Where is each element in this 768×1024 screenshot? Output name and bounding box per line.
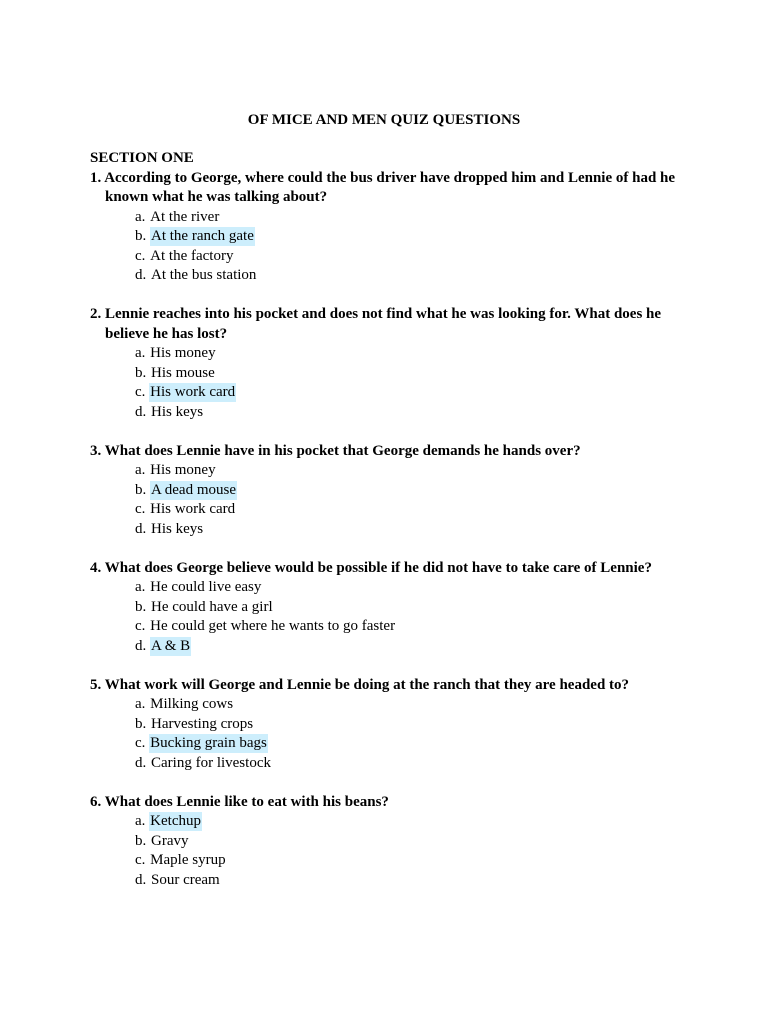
answer-options <box>90 578 680 656</box>
option-letter: a. <box>135 696 146 712</box>
option-text: At the factory <box>150 247 234 264</box>
option-text: At the bus station <box>151 267 257 283</box>
question-prompt: What does George believe would be possible if he did not have to take care of Lennie? <box>104 559 652 576</box>
answer-options <box>90 344 680 422</box>
option-text: His money <box>150 345 216 361</box>
question-6 <box>90 793 680 891</box>
option-letter: a. <box>135 208 146 225</box>
option-text: He could live easy <box>150 579 262 595</box>
question-text <box>90 442 680 462</box>
answer-option <box>135 520 680 540</box>
answer-options <box>90 208 680 286</box>
answer-options <box>90 812 680 890</box>
option-text: Gravy <box>151 832 189 849</box>
question-prompt: What does Lennie like to eat with his beans? <box>104 793 389 810</box>
quiz-content <box>90 149 680 910</box>
question-3 <box>90 442 680 540</box>
option-letter: a. <box>135 579 146 595</box>
option-letter: a. <box>135 462 146 478</box>
answer-option <box>135 637 680 657</box>
page-title: OF MICE AND MEN QUIZ QUESTIONS <box>247 112 521 128</box>
option-text: His keys <box>151 520 204 537</box>
option-text: He could have a girl <box>151 598 273 615</box>
option-letter: b. <box>135 832 147 849</box>
option-letter: a. <box>135 345 146 361</box>
option-letter: c. <box>135 501 146 517</box>
section-heading: SECTION ONE <box>90 150 194 166</box>
option-text: His work card <box>150 501 236 517</box>
option-letter: c. <box>135 247 146 264</box>
highlighted-answer: His work card <box>150 384 236 400</box>
option-letter: b. <box>135 364 147 381</box>
answer-option <box>135 247 680 267</box>
answer-option <box>135 871 680 891</box>
highlighted-answer: Bucking grain bags <box>150 735 267 751</box>
question-text <box>90 169 680 208</box>
option-letter: c. <box>135 735 146 751</box>
answer-options <box>90 461 680 539</box>
option-letter: d. <box>135 754 147 771</box>
question-number: 1. <box>90 169 102 186</box>
option-text: Caring for livestock <box>151 754 271 771</box>
question-4 <box>90 559 680 657</box>
option-letter: d. <box>135 871 147 888</box>
highlighted-answer: At the ranch gate <box>151 228 254 244</box>
highlighted-answer: A & B <box>151 637 191 654</box>
question-prompt: Lennie reaches into his pocket and does not find what he was looking for. What does he believe he has lost? <box>105 306 662 342</box>
option-letter: d. <box>135 520 147 537</box>
option-letter: b. <box>135 481 147 498</box>
answer-option <box>135 851 680 871</box>
question-number: 5. <box>90 676 102 693</box>
question-prompt: According to George, where could the bus driver have dropped him and Lennie of had he known what he was talking about? <box>104 169 676 205</box>
question-prompt: What work will George and Lennie be doing at the ranch that they are headed to? <box>104 676 630 693</box>
question-number: 4. <box>90 559 102 576</box>
highlighted-answer: A dead mouse <box>151 481 236 498</box>
option-letter: d. <box>135 403 147 420</box>
answer-option <box>135 715 680 735</box>
question-text <box>90 559 680 579</box>
option-letter: d. <box>135 267 147 283</box>
highlighted-answer: Ketchup <box>150 813 201 829</box>
option-text: He could get where he wants to go faster <box>150 618 396 634</box>
answer-option <box>135 481 680 501</box>
answer-option <box>135 832 680 852</box>
option-text: Harvesting crops <box>151 715 254 732</box>
option-letter: b. <box>135 228 147 244</box>
option-text: His keys <box>151 403 204 420</box>
question-text <box>90 305 680 344</box>
answer-option <box>135 383 680 403</box>
answer-option <box>135 266 680 286</box>
answer-option <box>135 812 680 832</box>
option-letter: c. <box>135 618 146 634</box>
question-number: 3. <box>90 442 102 459</box>
question-number: 2. <box>90 306 102 322</box>
answer-option <box>135 578 680 598</box>
option-letter: c. <box>135 852 146 868</box>
question-1 <box>90 169 680 286</box>
option-text: Maple syrup <box>150 852 226 868</box>
question-5 <box>90 676 680 774</box>
answer-option <box>135 227 680 247</box>
option-text: Sour cream <box>151 871 220 888</box>
answer-option <box>135 598 680 618</box>
option-text: His money <box>150 462 216 478</box>
option-text: Milking cows <box>150 696 234 712</box>
option-letter: b. <box>135 715 147 732</box>
answer-option <box>135 695 680 715</box>
option-text: At the river <box>150 208 220 225</box>
question-text <box>90 793 680 813</box>
answer-option <box>135 500 680 520</box>
option-letter: c. <box>135 384 146 400</box>
answer-option <box>135 364 680 384</box>
question-number: 6. <box>90 793 102 810</box>
option-letter: a. <box>135 813 146 829</box>
answer-option <box>135 754 680 774</box>
question-text <box>90 676 680 696</box>
answer-option <box>135 208 680 228</box>
answer-option <box>135 344 680 364</box>
question-2 <box>90 305 680 422</box>
question-prompt: What does Lennie have in his pocket that George demands he hands over? <box>104 442 581 459</box>
question-list <box>90 169 680 891</box>
answer-option <box>135 403 680 423</box>
answer-option <box>135 734 680 754</box>
option-letter: b. <box>135 598 147 615</box>
answer-options <box>90 695 680 773</box>
answer-option <box>135 617 680 637</box>
answer-option <box>135 461 680 481</box>
option-text: His mouse <box>151 364 215 381</box>
option-letter: d. <box>135 637 147 654</box>
